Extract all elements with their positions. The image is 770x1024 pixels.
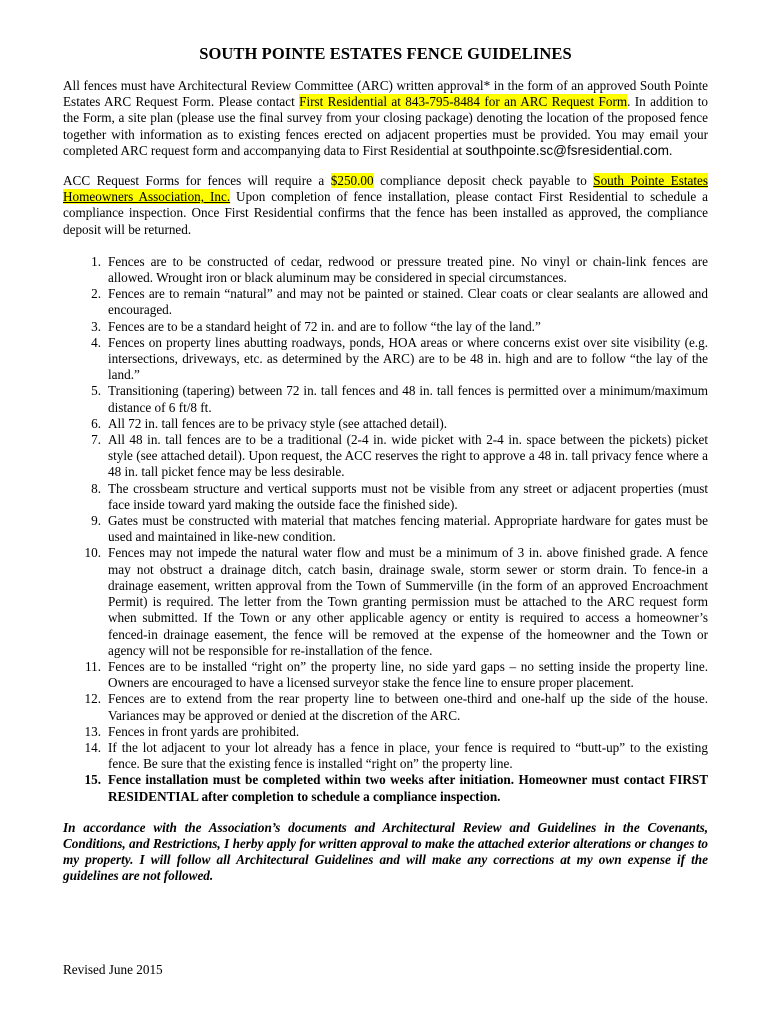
page-title: SOUTH POINTE ESTATES FENCE GUIDELINES [199,44,572,63]
list-item: 10. Fences may not impede the natural water flow and must be a minimum of 3 in. above finished grade. A fence may not obstruct a drainage ditch, catch basin, drainage swale, storm sewer or storm drain. To fence-in a drainage easement, written approval from the Town of Summerville (in the form of an approved Encroachment Permit) is required. The letter from the Town granting permission must be attached to the ARC request form when submitted. If the Town or any other applicable agency or entity is required to access a homeowner’s fenced-in drainage easement, the fence will be removed at the expense of the homeowner and the Town or agency will not be responsible for re-installation of the fence. [84,545,708,658]
intro-paragraph [63,78,708,159]
list-item: 11. Fences are to be installed “right on” the property line, no side yard gaps – no setting inside the property line. Owners are encouraged to have a licensed surveyor stake the fence line to ensure proper placement. [85,658,708,691]
intro-text-2: . In addition to the Form, a site plan (please use the final survey from your closing package) denoting the location of the proposed fence together with information as to existing fences erected on adjacent properties must be provided. You may email your completed ARC request form and accompanying data to First Residential at [63,94,709,158]
list-item: 2. Fences are to remain “natural” and may not be painted or stained. Clear coats or clear sealants are allowed and encouraged. [91,286,708,318]
list-item: 13. Fences in front yards are prohibited. [84,723,300,739]
list-item: 14. If the lot adjacent to your lot already has a fence in place, your fence is required to “butt-up” to the existing fence. Be sure that the existing fence is installed “right on” the property line. [84,739,708,772]
list-item: 12. Fences are to extend from the rear property line to between one-third and one-half up the side of the house. Variances may be approved or denied at the discretion of the ARC. [84,691,708,723]
list-item: 15. Fence installation must be completed within two weeks after initiation. Homeowner must contact FIRST RESIDENTIAL after completion to schedule a compliance inspection. [84,772,708,804]
list-item: 8. The crossbeam structure and vertical supports must not be visible from any street or adjacent properties (must face inside toward yard making the outside face the finished side). [91,480,708,512]
deposit-text-3: Upon completion of fence installation, please contact First Residential to schedule a compliance inspection. Once First Residential confirms that the fence has been installed as approved, the compliance deposit will be returned. [63,189,708,237]
list-item: 6. All 72 in. tall fences are to be privacy style (see attached detail). [91,415,448,431]
guidelines-list [63,254,708,805]
list-item: 7. All 48 in. tall fences are to be a traditional (2-4 in. wide picket with 2-4 in. space between the pickets) picket style (see attached detail). Upon request, the ACC reserves the right to approve a 48 in. tall privacy fence where a 48 in. tall picket fence may be less desirable. [91,432,708,480]
list-item: 4. Fences on property lines abutting roadways, ponds, HOA areas or where concerns exist over site visibility (e.g. intersections, driveways, etc. as determined by the ARC) are to be 48 in. high and are to follow “the lay of the land.” [91,334,708,383]
list-item: 3. Fences are to be a standard height of 72 in. and are to follow “the lay of the land.” [91,318,541,334]
intro-text-1: All fences must have Architectural Review Committee (ARC) written approval* in the form of an approved South Pointe Estates ARC Request Form. Please contact [63,78,708,110]
payee-highlight: South Pointe Estates Homeowners Association, Inc. [63,173,709,205]
deposit-paragraph [63,173,708,238]
list-item: 5. Transitioning (tapering) between 72 in. tall fences and 48 in. tall fences is permitted over a minimum/maximum distance of 6 ft/8 ft. [91,383,708,415]
list-item: 1. Fences are to be constructed of cedar, redwood or pressure treated pine. No vinyl or chain-link fences are allowed. Wrought iron or black aluminum may be considered in special circumstances. [91,253,708,286]
deposit-text-2: compliance deposit check payable to [373,173,594,189]
intro-text-3: . [668,142,673,158]
closing-statement: In accordance with the Association’s documents and Architectural Review and Guidelines in the Covenants, Conditions, and Restrictions, I herby apply for written approval to make the attached exterior alterations or changes to my property. I will follow all Architectural Guidelines and will make any corrections at my own expense if the guidelines are not followed. [63,819,708,884]
contact-highlight: First Residential at 843-795-8484 for an ARC Request Form [299,94,628,110]
revision-footer: Revised June 2015 [63,962,163,977]
email-address: southpointe.sc@fsresidential.com [465,142,669,158]
deposit-amount-highlight: $250.00 [330,173,374,189]
deposit-text-1: ACC Request Forms for fences will require a [63,173,331,189]
list-item: 9. Gates must be constructed with material that matches fencing material. Appropriate hardware for gates must be used and maintained in like-new condition. [91,513,708,545]
